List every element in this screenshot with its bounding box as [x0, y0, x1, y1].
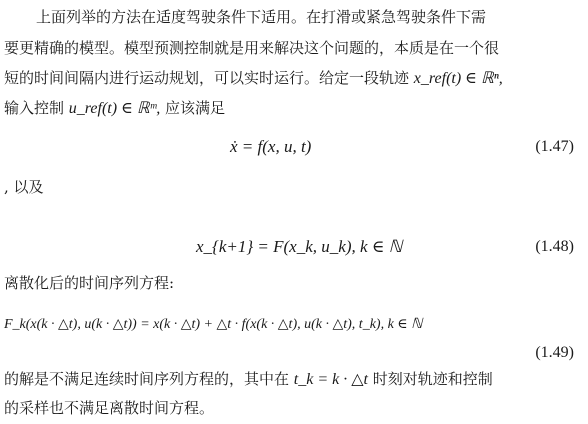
paragraph-2-line-1 [4, 368, 578, 391]
paragraph-1-line-4 [4, 97, 578, 120]
equation-1-47-body: ẋ = f(x, u, t) [230, 137, 312, 156]
paragraph-1-line-4-text-a: 输入控制 [4, 99, 65, 117]
discrete-heading: 离散化后的时间序列方程: [4, 274, 175, 292]
paragraph-1-line-3 [4, 67, 578, 90]
paragraph-2-line-1-text-b: 时刻对轨迹和控制 [372, 370, 493, 388]
equation-1-47-number: (1.47) [535, 138, 574, 155]
equation-1-48-body: x_{k+1} = F(x_k, u_k), k ∈ ℕ [196, 237, 403, 256]
control-input-formula: u_ref(t) ∈ ℝᵐ, [68, 100, 161, 117]
paragraph-1-line-1: 上面列举的方法在适度驾驶条件下适用。在打滑或紧急驾驶条件下需 [36, 8, 487, 26]
paragraph-1-line-4-text-b: 应该满足 [165, 99, 226, 117]
paragraph-1-line-2: 要更精确的模型。模型预测控制就是用来解决这个问题的，本质是在一个很 [4, 39, 500, 57]
equation-1-48-number: (1.48) [535, 238, 574, 255]
connector-text: , 以及 [4, 178, 44, 196]
trajectory-formula: x_ref(t) ∈ ℝⁿ, [413, 70, 503, 87]
paragraph-2-line-2: 的采样也不满足离散时间方程。 [4, 399, 215, 417]
equation-1-49-number: (1.49) [535, 344, 574, 361]
paragraph-2-line-1-text-a: 的解是不满足连续时间序列方程的，其中在 [4, 370, 290, 388]
paragraph-1-line-3-text: 短的时间间隔内进行运动规划，可以实时运行。给定一段轨迹 [4, 69, 410, 87]
equation-1-49-body: F_k(x(k · △t), u(k · △t)) = x(k · △t) + △t · f(x(k · △t), u(k · △t), t_k), k ∈ ℕ [4, 317, 423, 332]
sampling-time-formula: t_k = k · △t [293, 371, 368, 388]
